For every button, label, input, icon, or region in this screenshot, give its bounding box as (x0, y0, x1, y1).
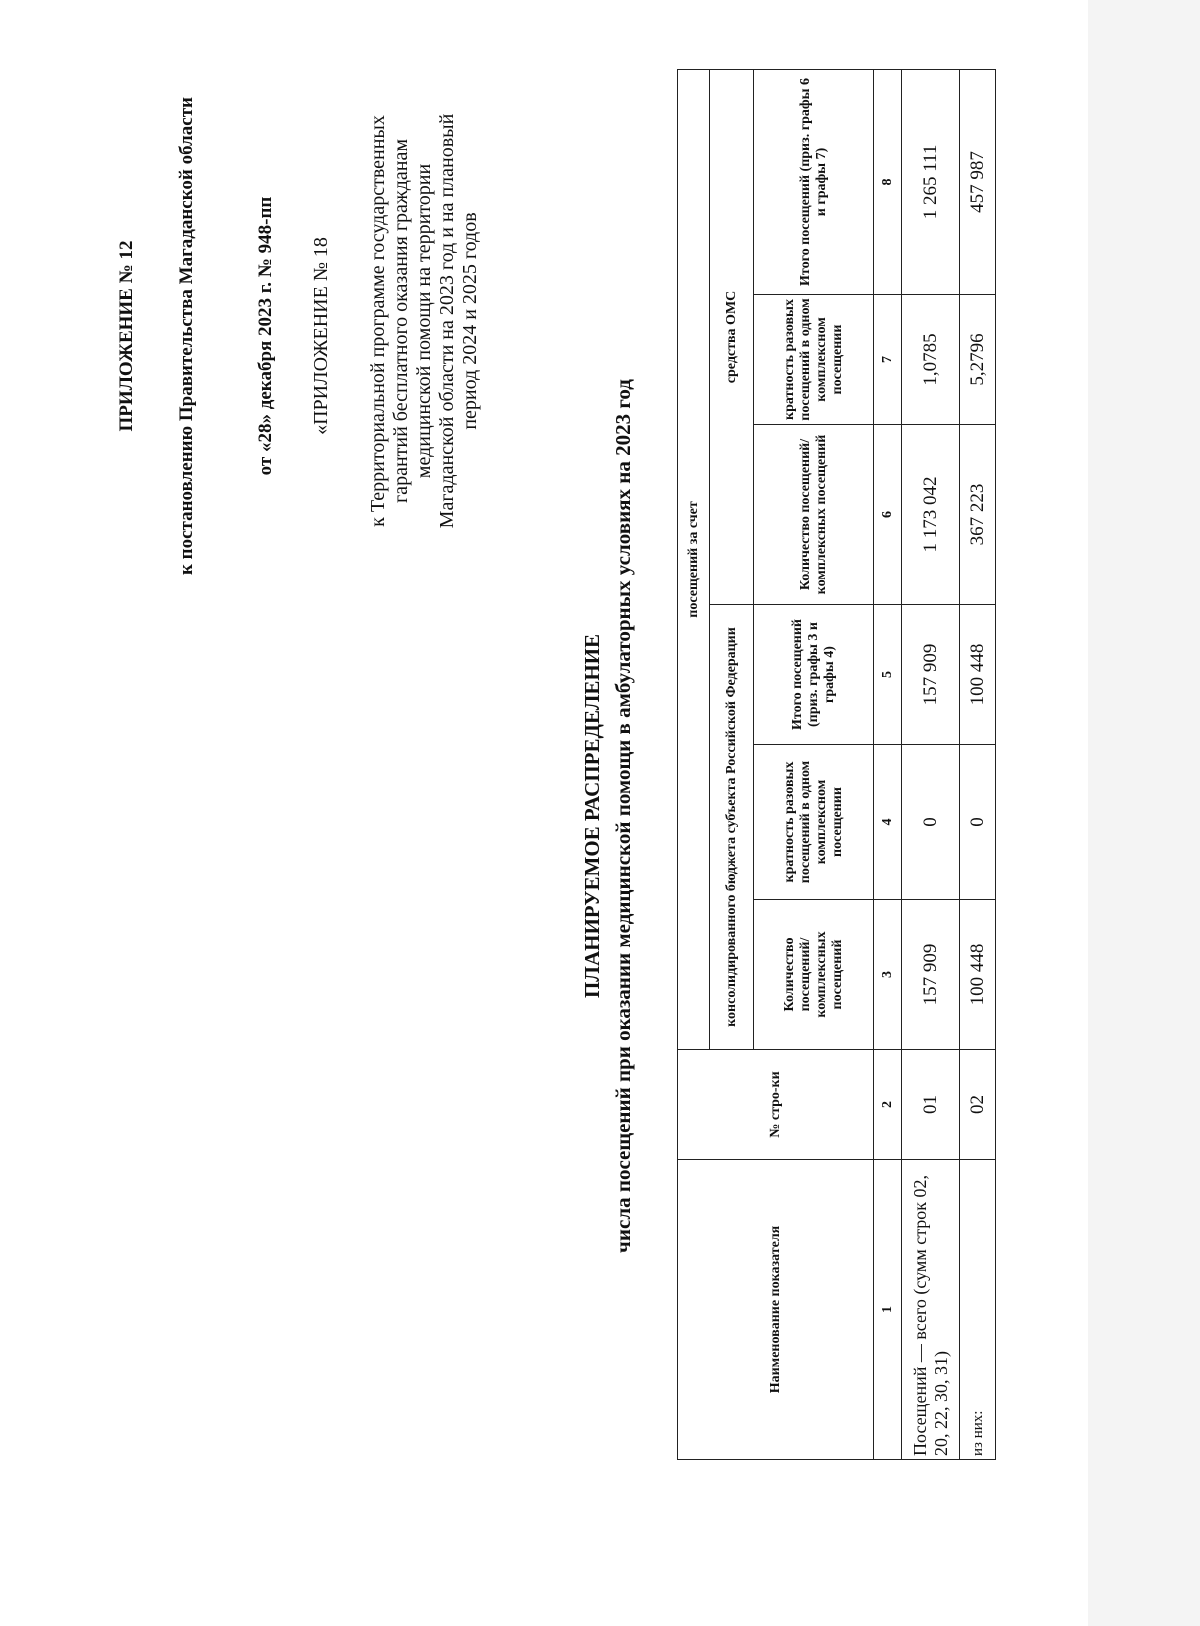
document-title: ПЛАНИРУЕМОЕ РАСПРЕДЕЛЕНИЕ (580, 633, 604, 999)
resolution-date: от «28» декабря 2023 г. № 948-пп (255, 196, 276, 476)
header-oms-funds: средства ОМС (710, 69, 754, 604)
row-number: 01 (902, 1050, 960, 1160)
row-number: 02 (960, 1050, 996, 1160)
cell: 1 265 111 (902, 69, 960, 294)
program-reference: к Территориальной программе государственных гарантий бесплатного оказания гражданам медицинской помощи на территории Магаданской области на 2023 год и на плановый период 2024 и 2025 годов (367, 113, 481, 529)
cell: 100 448 (960, 605, 996, 745)
col-header-name: Наименование показателя (678, 1160, 874, 1460)
col-header-7: кратность разовых посещений в одном комплексном посещении (754, 295, 874, 425)
resolution-reference: к постановлению Правительства Магаданской области (176, 96, 197, 576)
header-visits-funded-by: посещений за счет (678, 69, 710, 1049)
cell: 367 223 (960, 425, 996, 605)
col-index: 5 (874, 605, 902, 745)
col-header-8: Итого посещений (приз. графы 6 и графы 7) (754, 69, 874, 294)
cell: 157 909 (902, 900, 960, 1050)
cell: 1 173 042 (902, 425, 960, 605)
col-index: 8 (874, 69, 902, 294)
col-index: 1 (874, 1160, 902, 1460)
col-index: 4 (874, 745, 902, 900)
cell: 0 (902, 745, 960, 900)
appendix-18-label: «ПРИЛОЖЕНИЕ № 18 (310, 237, 332, 435)
cell: 100 448 (960, 900, 996, 1050)
cell: 0 (960, 745, 996, 900)
row-label: Посещений — всего (сумм строк 02, 20, 22, 30, 31) (902, 1160, 960, 1460)
document-subtitle: числа посещений при оказании медицинской помощи в амбулаторных условиях на 2023 год (611, 379, 635, 1253)
visits-distribution-table (677, 69, 996, 1460)
cell: 157 909 (902, 605, 960, 745)
col-index: 3 (874, 900, 902, 1050)
col-header-5: Итого посещений (приз. графы 3 и графы 4) (754, 605, 874, 745)
cell: 457 987 (960, 69, 996, 294)
appendix-title: ПРИЛОЖЕНИЕ № 12 (116, 240, 137, 432)
header-consolidated-budget: консолидированного бюджета субъекта Российской Федерации (710, 605, 754, 1050)
cell: 5,2796 (960, 295, 996, 425)
table-row (902, 69, 960, 1459)
row-label: из них: (960, 1160, 996, 1460)
col-header-6: Количество посещений/ комплексных посещений (754, 425, 874, 605)
cell: 1,0785 (902, 295, 960, 425)
col-header-4: кратность разовых посещений в одном комплексном посещении (754, 745, 874, 900)
col-index: 6 (874, 425, 902, 605)
col-header-row-no: № стро-ки (678, 1050, 874, 1160)
table-row (960, 69, 996, 1459)
col-index: 2 (874, 1050, 902, 1160)
column-index-row (874, 69, 902, 1459)
col-header-3: Количество посещений/ комплексных посещений (754, 900, 874, 1050)
col-index: 7 (874, 295, 902, 425)
